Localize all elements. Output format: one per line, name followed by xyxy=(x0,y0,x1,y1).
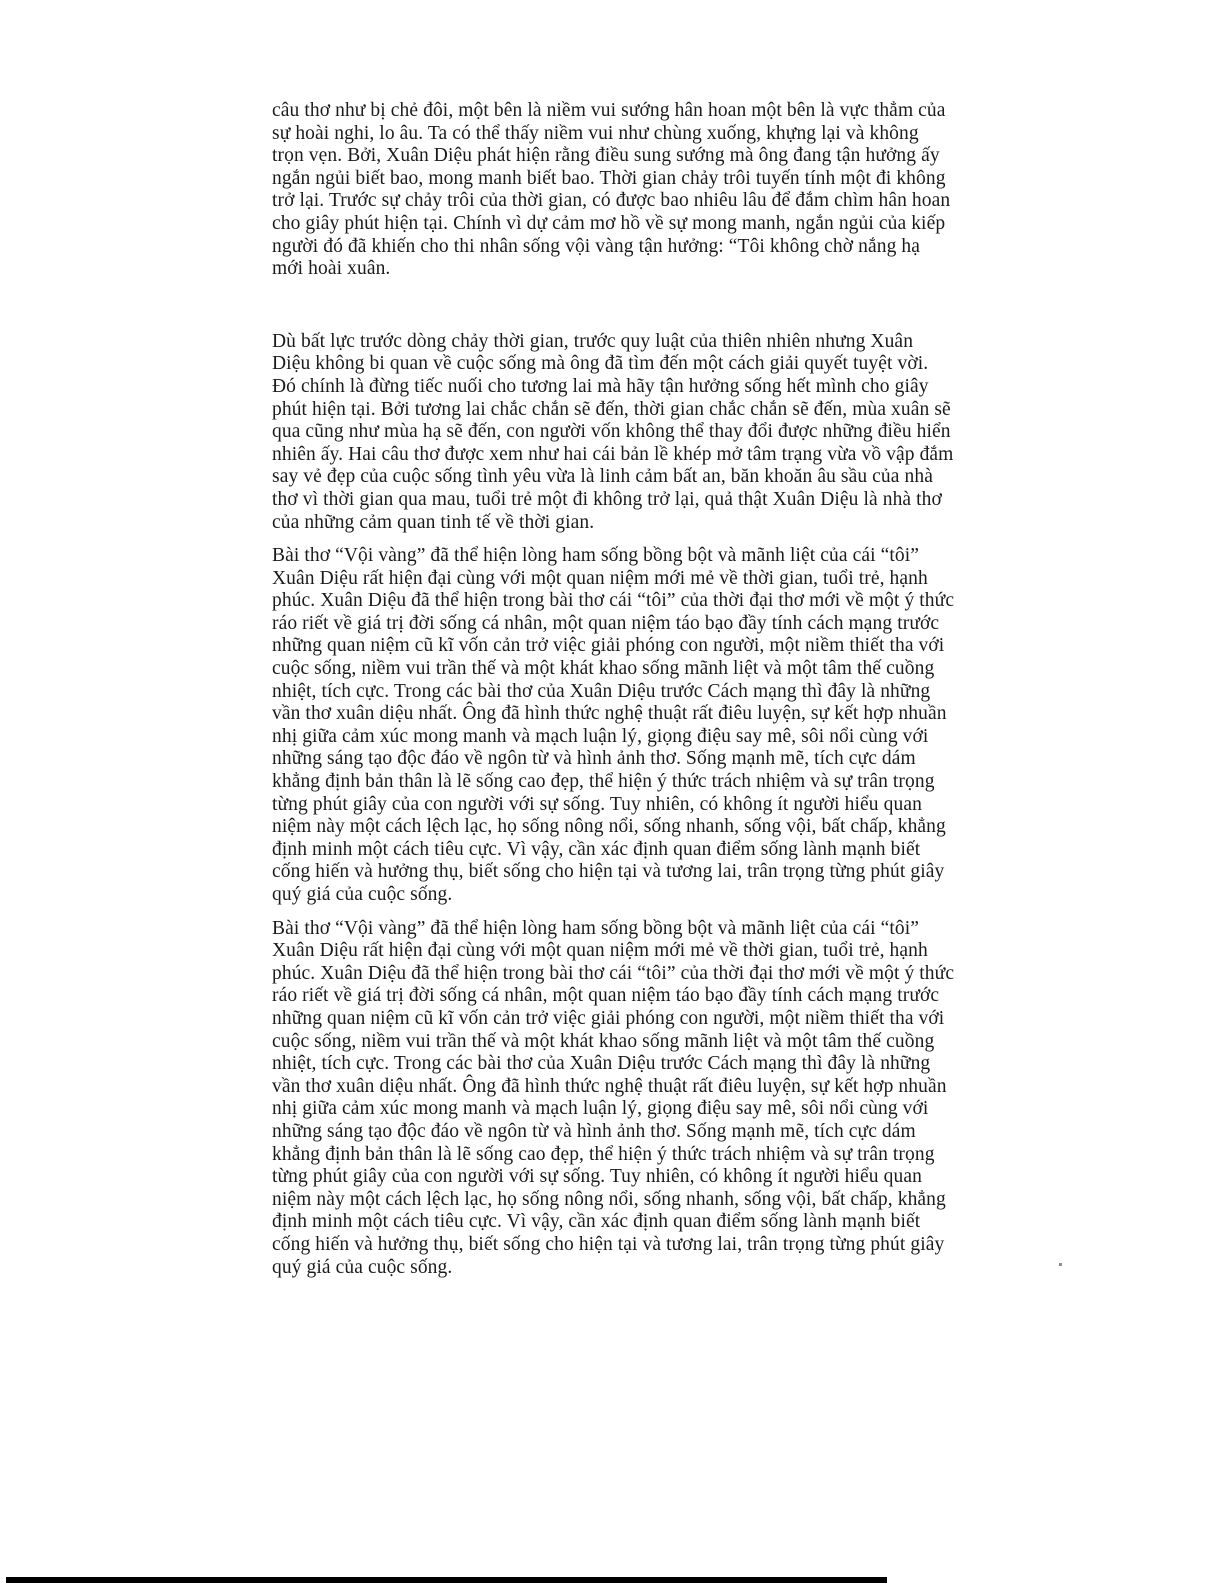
blank-line-spacer xyxy=(272,292,955,331)
stray-mark-dot xyxy=(1059,1263,1062,1266)
document-body xyxy=(272,100,955,1290)
paragraph: câu thơ như bị chẻ đôi, một bên là niềm vui sướng hân hoan một bên là vực thẳm của sự hoài nghi, lo âu. Ta có thể thấy niềm vui như chùng xuống, khựng lại và không trọn vẹn. Bởi, Xuân Diệu phát hiện rằng điều sung sướng mà ông đang tận hưởng ấy ngắn ngủi biết bao, mong manh biết bao. Thời gian chảy trôi tuyến tính một đi không trở lại. Trước sự chảy trôi của thời gian, có được bao nhiêu lâu để đắm chìm hân hoan cho giây phút hiện tại. Chính vì dự cảm mơ hồ về sự mong manh, ngắn ngủi của kiếp người đó đã khiến cho thi nhân sống vội vàng tận hưởng: “Tôi không chờ nắng hạ mới hoài xuân. xyxy=(272,100,951,280)
paragraph: Bài thơ “Vội vàng” đã thể hiện lòng ham sống bồng bột và mãnh liệt của cái “tôi” Xuân Diệu rất hiện đại cùng với một quan niệm mới mẻ về thời gian, tuổi trẻ, hạnh phúc. Xuân Diệu đã thể hiện trong bài thơ cái “tôi” của thời đại thơ mới về một ý thức ráo riết về giá trị đời sống cá nhân, một quan niệm táo bạo đầy tính cách mạng trước những quan niệm cũ kĩ vốn cản trở việc giải phóng con người, một niềm thiết tha với cuộc sống, niềm vui trần thế và một khát khao sống mãnh liệt và một tâm thế cuồng nhiệt, tích cực. Trong các bài thơ của Xuân Diệu trước Cách mạng thì đây là những vần thơ xuân diệu nhất. Ông đã hình thức nghệ thuật rất điêu luyện, sự kết hợp nhuần nhị giữa cảm xúc mong manh và mạch luận lý, giọng điệu say mê, sôi nổi cùng với những sáng tạo độc đáo về ngôn từ và hình ảnh thơ. Sống mạnh mẽ, tích cực dám khẳng định bản thân là lẽ sống cao đẹp, thể hiện ý thức trách nhiệm và sự trân trọng từng phút giây của con người với sự sống. Tuy nhiên, có không ít người hiểu quan niệm này một cách lệch lạc, họ sống nông nổi, sống nhanh, sống vội, bất chấp, khẳng định minh một cách tiêu cực. Vì vậy, cần xác định quan điểm sống lành mạnh biết cống hiến và hưởng thụ, biết sống cho hiện tại và tương lai, trân trọng từng phút giây quý giá của cuộc sống. xyxy=(272,917,955,1278)
bottom-edge-scan-bar xyxy=(6,1577,887,1583)
paragraph: Bài thơ “Vội vàng” đã thể hiện lòng ham sống bồng bột và mãnh liệt của cái “tôi” Xuân Diệu rất hiện đại cùng với một quan niệm mới mẻ về thời gian, tuổi trẻ, hạnh phúc. Xuân Diệu đã thể hiện trong bài thơ cái “tôi” của thời đại thơ mới về một ý thức ráo riết về giá trị đời sống cá nhân, một quan niệm táo bạo đầy tính cách mạng trước những quan niệm cũ kĩ vốn cản trở việc giải phóng con người, một niềm thiết tha với cuộc sống, niềm vui trần thế và một khát khao sống mãnh liệt và một tâm thế cuồng nhiệt, tích cực. Trong các bài thơ của Xuân Diệu trước Cách mạng thì đây là những vần thơ xuân diệu nhất. Ông đã hình thức nghệ thuật rất điêu luyện, sự kết hợp nhuần nhị giữa cảm xúc mong manh và mạch luận lý, giọng điệu say mê, sôi nổi cùng với những sáng tạo độc đáo về ngôn từ và hình ảnh thơ. Sống mạnh mẽ, tích cực dám khẳng định bản thân là lẽ sống cao đẹp, thể hiện ý thức trách nhiệm và sự trân trọng từng phút giây của con người với sự sống. Tuy nhiên, có không ít người hiểu quan niệm này một cách lệch lạc, họ sống nông nổi, sống nhanh, sống vội, bất chấp, khẳng định minh một cách tiêu cực. Vì vậy, cần xác định quan điểm sống lành mạnh biết cống hiến và hưởng thụ, biết sống cho hiện tại và tương lai, trân trọng từng phút giây quý giá của cuộc sống. xyxy=(272,545,955,905)
paragraph: Dù bất lực trước dòng chảy thời gian, trước quy luật của thiên nhiên nhưng Xuân Diệu không bi quan về cuộc sống mà ông đã tìm đến một cách giải quyết tuyệt vời. Đó chính là đừng tiếc nuối cho tương lai mà hãy tận hưởng sống hết mình cho giây phút hiện tại. Bởi tương lai chắc chắn sẽ đến, thời gian chắc chắn sẽ đến, mùa xuân sẽ qua cũng như mùa hạ sẽ đến, con người vốn không thể thay đổi được những điều hiển nhiên ấy. Hai câu thơ được xem như hai cái bản lề khép mở tâm trạng vừa vồ vập đắm say vẻ đẹp của cuộc sống tình yêu vừa là linh cảm bất an, băn khoăn âu sầu của nhà thơ vì thời gian qua mau, tuổi trẻ một đi không trở lại, quả thật Xuân Diệu là nhà thơ của những cảm quan tinh tế về thời gian. xyxy=(272,330,954,533)
